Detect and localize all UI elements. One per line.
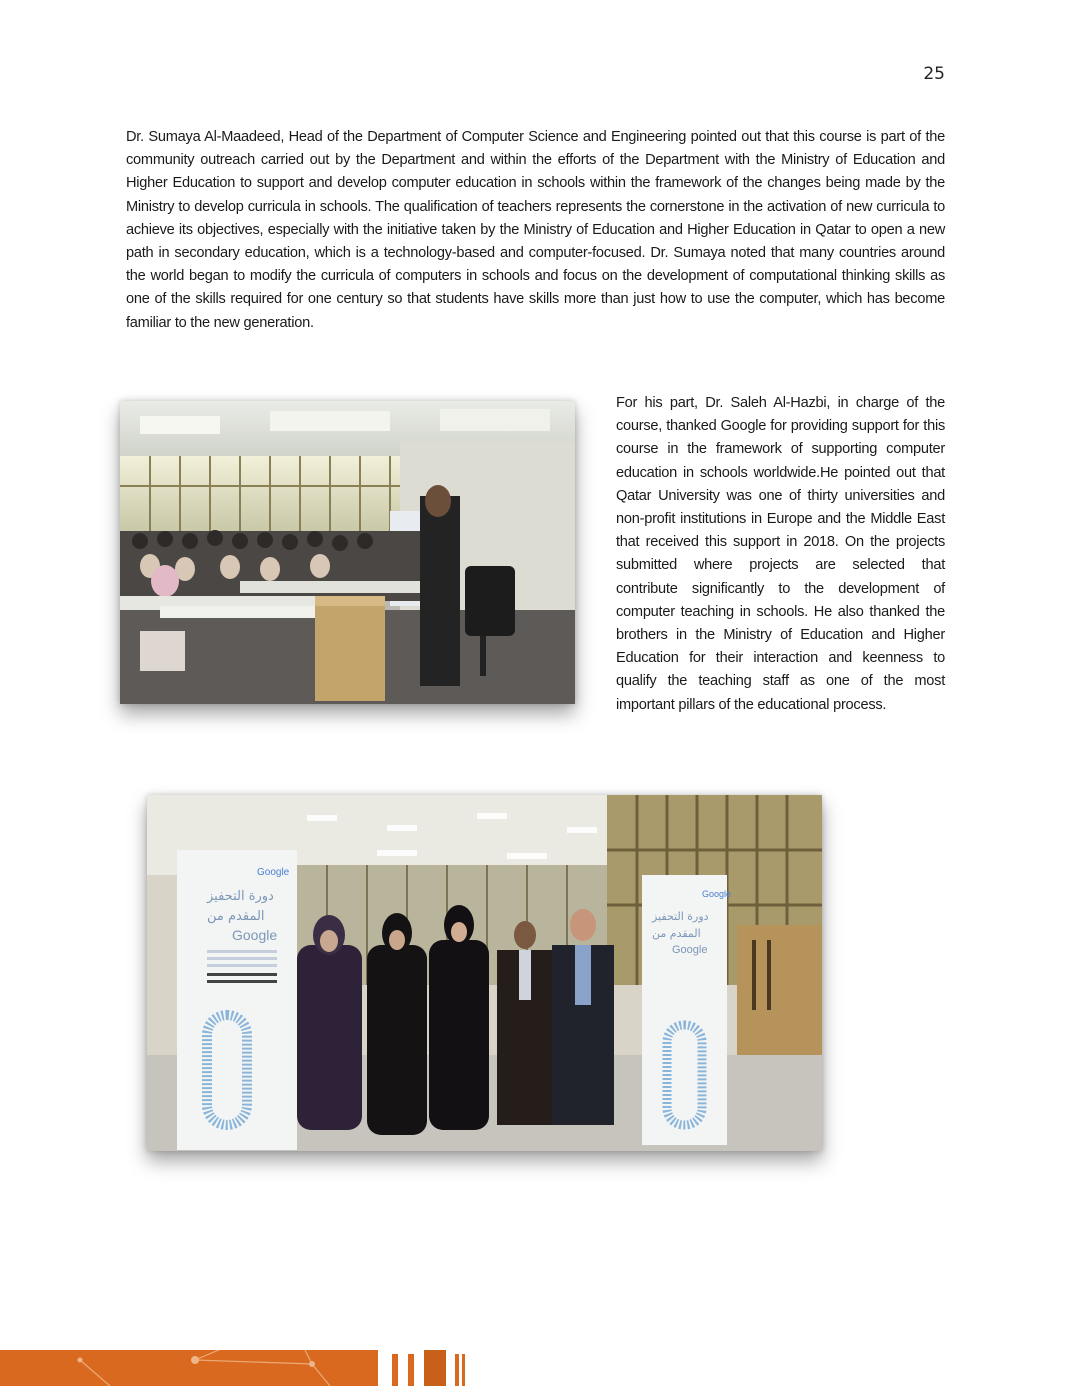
- group-photo-illustration: [147, 795, 822, 1151]
- footer-bar: [408, 1354, 414, 1386]
- page-number: 25: [923, 64, 945, 84]
- footer-bar: [455, 1354, 459, 1386]
- banner-right-line-1: دورة التحفيز: [652, 910, 709, 923]
- banner-left-brand: Google: [257, 867, 290, 878]
- intro-paragraph: Dr. Sumaya Al-Maadeed, Head of the Department of Computer Science and Engineering pointed out that this course is part of the community outreach carried out by the Department and within the efforts of the Department with the Ministry of Education and Higher Education to support and develop computer education in schools within the framework of the changes being made by the Ministry to develop curricula in schools. The qualification of teachers represents the cornerstone in the activation of new curricula to achieve its objectives, especially with the initiative taken by the Ministry of Education and Higher Education in Qatar to open a new path in secondary education, which is a technology-based and computer-focused. Dr. Sumaya noted that many countries around the world began to modify the curricula of computers in schools and focus on the development of computational thinking skills as one of the skills required for one century so that students have skills more than just how to use the computer, which has become familiar to the new generation.: [126, 129, 945, 331]
- footer-bar: [462, 1354, 465, 1386]
- footer-bar: [392, 1354, 398, 1386]
- footer-decorative-band: [0, 1350, 1071, 1386]
- banner-left-line-1: دورة التحفيز: [207, 889, 274, 904]
- banner-right-line-2: المقدم من: [652, 927, 701, 940]
- lecture-hall-photo: [120, 401, 575, 704]
- banner-right-brand-large: Google: [672, 944, 708, 956]
- footer-orange-band: [0, 1350, 378, 1386]
- group-photo: [147, 795, 822, 1151]
- lecture-hall-illustration: [120, 401, 575, 704]
- footer-graphic: [0, 1350, 1071, 1386]
- banner-right-brand: Google: [702, 889, 732, 899]
- hazbi-paragraph: For his part, Dr. Saleh Al-Hazbi, in charge of the course, thanked Google for providing support for this course in the framework of supporting computer education in schools worldwide.He pointed out that Qatar University was one of thirty universities and non-profit institutions in Europe and the Middle East that received this support in 2018. On the projects submitted where projects are selected that contribute significantly to the development of computer teaching in schools. He also thanked the brothers in the Ministry of Education and Higher Education for their interaction and keenness to qualify the teaching staff as one of the most important pillars of the educational process.: [616, 395, 945, 713]
- banner-left-line-2: المقدم من: [207, 909, 265, 924]
- footer-bar: [424, 1350, 446, 1386]
- banner-left-brand-large: Google: [232, 927, 278, 943]
